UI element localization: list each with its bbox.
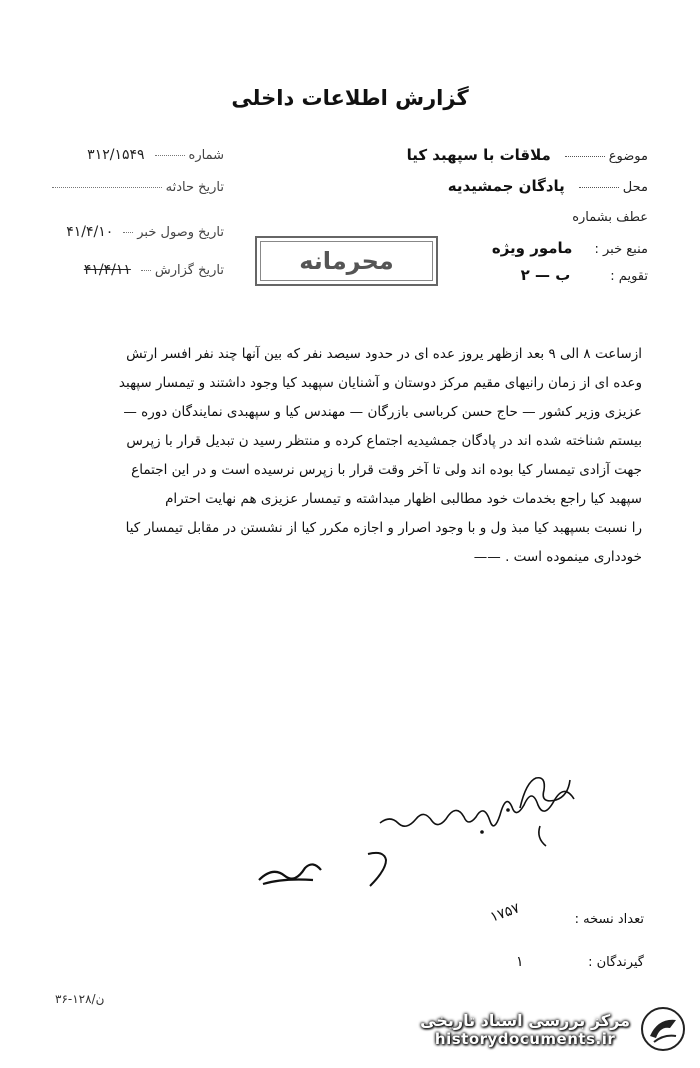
- body-line: بیستم شناخته شده اند در پادگان جمشیدیه اجتماع کرده و منتظر رسید ن تبدیل قرار با زپرس: [126, 433, 642, 449]
- number-field: [87, 147, 224, 163]
- receipt-date-value: ۴۱/۴/۱۰: [66, 224, 114, 240]
- location-field: [448, 177, 648, 195]
- copies-label: تعداد نسخه :: [574, 912, 644, 927]
- copies-value: ۱۷۵۷: [488, 900, 522, 926]
- report-title: گزارش اطلاعات داخلی: [231, 86, 469, 110]
- location-value: پادگان جمشیدیه: [447, 177, 565, 195]
- rating-label: تقویم :: [610, 269, 648, 284]
- watermark: [420, 1006, 686, 1052]
- body-line: وعده ای از زمان رانیهای مقیم مرکز دوستان و آشنایان سپهبد کیا وجود داشتند و تیمسار سپهبد: [118, 375, 642, 391]
- rating-value: ب — ۲: [520, 266, 571, 284]
- rating-field: [521, 266, 648, 284]
- reference-field: [572, 210, 648, 225]
- report-date-label: تاریخ گزارش: [154, 263, 224, 278]
- number-value: ۳۱۲/۱۵۴۹: [87, 147, 145, 163]
- subject-label: موضوع: [608, 149, 648, 164]
- handwritten-note: [370, 768, 630, 858]
- source-value: مامور ویژه: [491, 239, 573, 257]
- source-label: منبع خبر :: [594, 242, 648, 257]
- body-line: ازساعت ۸ الی ۹ بعد ازظهر یروز عده ای در حدود سیصد نفر که بین آنها چند نفر افسر ارتش: [126, 346, 642, 362]
- watermark-fa: مرکز بررسی اسناد تاریخی: [420, 1010, 630, 1030]
- reference-label: عطف بشماره: [572, 210, 648, 225]
- body-line: عزیزی وزیر کشور — حاج حسن کرباسی بازرگان — مهندس کیا و سپهبدی نمایندگان دوره —: [123, 404, 642, 420]
- signature-scribble: [255, 860, 325, 890]
- receivers-value: ۱: [516, 954, 524, 970]
- report-date-value: ۴۱/۴/۱۱: [83, 262, 131, 278]
- report-body: [50, 340, 642, 572]
- confidential-stamp: [255, 236, 438, 286]
- location-label: محل: [622, 180, 648, 195]
- stamp-text: محرمانه: [260, 241, 433, 281]
- body-line: را نسبت بسپهبد کیا مبذ ول و با وجود اصرار و اجازه مکرر کیا از نشستن در مقابل تیمسار کیا: [125, 520, 642, 536]
- document-code: ۳۶-۱۲۸/ن: [55, 992, 105, 1006]
- body-line: خودداری مینموده است . ——: [473, 549, 642, 565]
- archive-logo-icon: [640, 1006, 686, 1052]
- source-field: [492, 239, 648, 257]
- signature-mark: [362, 848, 392, 888]
- number-label: شماره: [188, 148, 224, 163]
- incident-date-label: تاریخ حادثه: [165, 180, 224, 195]
- receipt-date-field: [66, 224, 224, 240]
- subject-field: [407, 146, 648, 164]
- watermark-en: historydocuments.ir: [434, 1029, 616, 1048]
- body-line: جهت آزادی تیمسار کیا بوده اند ولی تا آخر وقت قرار با زپرس نرسیده است و در این اجتماع: [131, 462, 642, 478]
- body-line: سپهبد کیا راجع بخدمات خود مطالبی اظهار میداشته و تیمسار عزیزی هم نهایت احترام: [165, 491, 642, 507]
- receivers-label: گیرندگان :: [588, 955, 644, 970]
- subject-value: ملاقات با سپهبد کیا: [406, 146, 551, 164]
- receipt-date-label: تاریخ وصول خبر: [137, 225, 224, 240]
- incident-date-field: [48, 180, 224, 195]
- report-date-field: [84, 262, 224, 278]
